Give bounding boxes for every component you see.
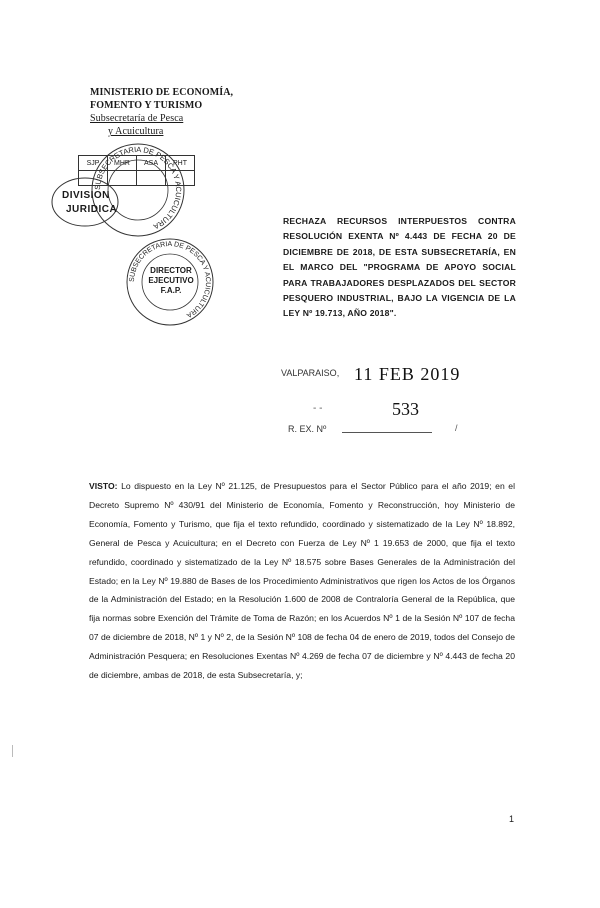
date-place: VALPARAISO, (281, 368, 340, 378)
visto-text: Lo dispuesto en la Ley Nº 21.125, de Presupuestos para el Sector Público para el año 2019; en el Decreto Supremo Nº 430/91 del Ministerio de Economía, Fomento y Reconstrucción, hoy Ministerio de Economía, Fomento y Turismo, que fija el texto refundido, coordinado y sistematizado de la Ley Nº 18.892, General de Pesca y Acuicultura; en el Decreto con Fuerza de Ley Nº 1 19.653 de 2000, que fija el texto refundido, coordinado y sistematizado de la Ley Nº 18.575 sobre Bases Generales de la Administración del Estado; en la Ley Nº 19.880 de Bases de los Procedimiento Administrativos que rigen los Actos de los Órganos de la Administración del Estado; en la Resolución 1.600 de 2008 de Contraloría General de la República, que fija normas sobre Exención del Trámite de Toma de Razón; en los Acuerdos Nº 1 de la Sesión Nº 107 de fecha 07 de diciembre de 2018, Nº 1 y Nº 2, de la Sesión Nº 108 de fecha 04 de enero de 2019, todos del Consejo de Administración Pesquera; en Resoluciones Exentas Nº 4.269 de fecha 07 de diciembre y Nº 4.443 de fecha 20 de diciembre, ambas de 2018, de esta Subsecretaría, y; (89, 481, 516, 681)
director-line-2: EJECUTIVO (148, 276, 194, 285)
director-line-1: DIRECTOR (150, 266, 192, 275)
division-juridica-stamp (50, 176, 120, 228)
ministry-header (90, 86, 233, 138)
resolution-summary: RECHAZA RECURSOS INTERPUESTOS CONTRA RESOLUCIÓN EXENTA Nº 4.443 DE FECHA 20 DE DICIEMBRE DE 2018, DE ESTA SUBSECRETARÍA, EN EL MARCO DEL "PROGRAMA DE APOYO SOCIAL PARA TRABAJADORES DESPLAZADOS DEL SECTOR PESQUERO INDUSTRIAL, BAJO LA VIGENCIA DE LA LEY Nº 19.713, AÑO 2018". (283, 216, 516, 319)
director-line-3: F.A.P. (160, 286, 182, 295)
initials-cell: MHR (108, 156, 137, 171)
rex-tick: / (455, 423, 458, 433)
date-stamp: 11 FEB 2019 (354, 364, 461, 384)
rex-dash: - - (313, 403, 323, 414)
stamp-juridica-line-2: JURIDICA (66, 204, 118, 215)
director-ring-text: SUBSECRETARIA DE PESCA Y ACUICULTURA (128, 240, 212, 319)
ministry-line-2: FOMENTO Y TURISMO (90, 100, 203, 111)
visto-paragraph (89, 477, 515, 685)
rex-label: R. EX. Nº (288, 424, 327, 434)
visto-lead: VISTO: (89, 481, 118, 491)
director-stamp-label (146, 266, 196, 296)
initials-cell: PHT (166, 156, 195, 171)
rex-number: 533 (392, 399, 419, 419)
initials-cell: SJP (79, 156, 108, 171)
subsecretaria-line-2: y Acuicultura (108, 126, 164, 137)
page-number: 1 (509, 814, 515, 824)
subsecretaria-line-1: Subsecretaría de Pesca (90, 113, 184, 124)
initials-cell: ASA (137, 156, 166, 171)
stamp-juridica-line-1: DIVISION (62, 190, 110, 201)
rex-underline (342, 432, 432, 433)
margin-mark (12, 745, 13, 757)
stamp-oval-icon (50, 176, 120, 228)
seal-ring-text: SUBSECRETARIA DE PESCA Y ACUICULTURA (92, 144, 184, 232)
ministry-line-1: MINISTERIO DE ECONOMÍA, (90, 87, 234, 98)
